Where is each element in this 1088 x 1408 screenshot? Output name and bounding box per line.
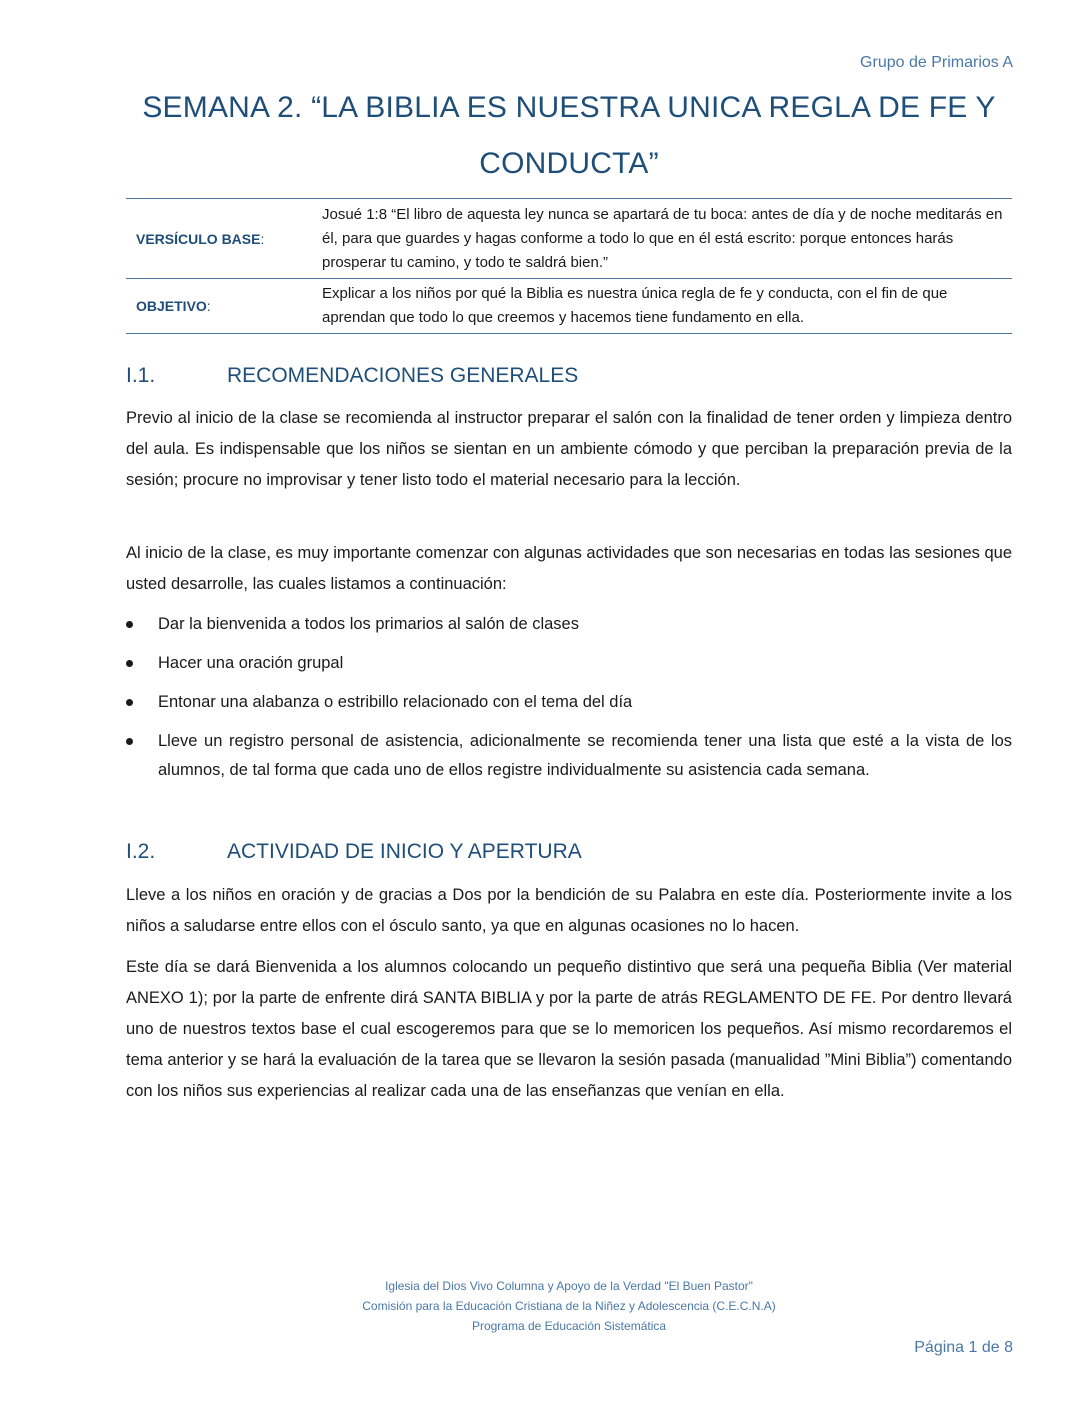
page-footer bbox=[126, 1276, 1012, 1336]
section-title: ACTIVIDAD DE INICIO Y APERTURA bbox=[227, 840, 582, 863]
verse-label-cell bbox=[126, 199, 312, 279]
list-item-text: Hacer una oración grupal bbox=[158, 654, 344, 672]
list-item bbox=[126, 610, 1012, 639]
objective-text: Explicar a los niños por qué la Biblia es nuestra única regla de fe y conducta, con el fin de que aprendan que todo lo que creemos y hacemos tiene fundamento en ella. bbox=[322, 285, 948, 326]
footer-line-church: Iglesia del Dios Vivo Columna y Apoyo de la Verdad "El Buen Pastor" bbox=[385, 1279, 753, 1293]
activities-list bbox=[126, 610, 1012, 795]
paragraph: Previo al inicio de la clase se recomienda al instructor preparar el salón con la finalidad de tener orden y limpieza dentro del aula. Es indispensable que los niños se sientan en un ambiente cómodo y que perciban la preparación previa de la sesión; procure no improvisar y tener listo todo el material necesario para la lección. bbox=[126, 409, 1012, 489]
list-item bbox=[126, 727, 1012, 785]
table-row-verse bbox=[126, 199, 1012, 279]
objective-label-colon: : bbox=[206, 298, 211, 314]
document-group-label: Grupo de Primarios A bbox=[860, 54, 1013, 71]
bullet-icon bbox=[126, 621, 133, 628]
footer-line-program: Programa de Educación Sistemática bbox=[471, 1319, 667, 1333]
section-heading-recommendations bbox=[126, 361, 1012, 391]
bullet-icon bbox=[126, 699, 133, 706]
footer-line-commission: Comisión para la Educación Cristiana de la Niñez y Adolescencia (C.E.C.N.A) bbox=[362, 1299, 776, 1313]
bullet-icon bbox=[126, 660, 133, 667]
section-heading-opening-activity bbox=[126, 837, 1012, 867]
paragraph: Al inicio de la clase, es muy importante comenzar con algunas actividades que son necesarias en todas las sesiones que usted desarrolle, las cuales listamos a continuación: bbox=[126, 544, 1013, 593]
list-item bbox=[126, 649, 1012, 678]
verse-label-colon: : bbox=[260, 230, 265, 247]
paragraph: Lleve a los niños en oración y de gracias a Dos por la bendición de su Palabra en este día. Posteriormente invite a los niños a saludarse entre ellos con el ósculo santo, ya que en algunas ocasiones no lo hacen. bbox=[126, 886, 1012, 935]
table-row-objective bbox=[126, 279, 1012, 334]
lesson-info-table bbox=[126, 198, 1012, 334]
list-item-text: Dar la bienvenida a todos los primarios al salón de clases bbox=[158, 615, 579, 633]
objective-label-cell bbox=[126, 279, 312, 334]
list-item-text: Lleve un registro personal de asistencia, adicionalmente se recomienda tener una lista que esté a la vista de los alumnos, de tal forma que cada uno de ellos registre individualmente su asistencia cada semana. bbox=[158, 732, 1012, 779]
page-title: SEMANA 2. “LA BIBLIA ES NUESTRA UNICA REGLA DE FE Y CONDUCTA” bbox=[142, 91, 996, 180]
section-number: I.1. bbox=[126, 364, 156, 387]
paragraph: Este día se dará Bienvenida a los alumnos colocando un pequeño distintivo que será una pequeña Biblia (Ver material ANEXO 1); por la parte de enfrente dirá SANTA BIBLIA y por la parte de atrás REGLAMENTO DE FE. Por dentro llevará uno de nuestros textos base el cual escogeremos para que se lo memoricen los pequeños. Así mismo recordaremos el tema anterior y se hará la evaluación de la tarea que se llevaron la sesión pasada (manualidad ”Mini Biblia”) comentando con los niños sus experiencias al realizar cada una de las enseñanzas que venían en ella. bbox=[126, 958, 1012, 1100]
list-item-text: Entonar una alabanza o estribillo relacionado con el tema del día bbox=[158, 693, 633, 711]
verse-label: VERSÍCULO BASE bbox=[136, 230, 261, 247]
section-title: RECOMENDACIONES GENERALES bbox=[227, 364, 579, 387]
verse-text: Josué 1:8 “El libro de aquesta ley nunca se apartará de tu boca: antes de día y de noche meditarás en él, para que guardes y hagas conforme a todo lo que en él está escrito: porque entonces harás prosperar tu camino, y todo te saldrá bien.” bbox=[322, 205, 1003, 271]
page-number: Página 1 de 8 bbox=[914, 1339, 1013, 1356]
bullet-icon bbox=[126, 738, 133, 745]
objective-label: OBJETIVO bbox=[136, 298, 207, 314]
section-number: I.2. bbox=[126, 840, 156, 863]
list-item bbox=[126, 688, 1012, 717]
